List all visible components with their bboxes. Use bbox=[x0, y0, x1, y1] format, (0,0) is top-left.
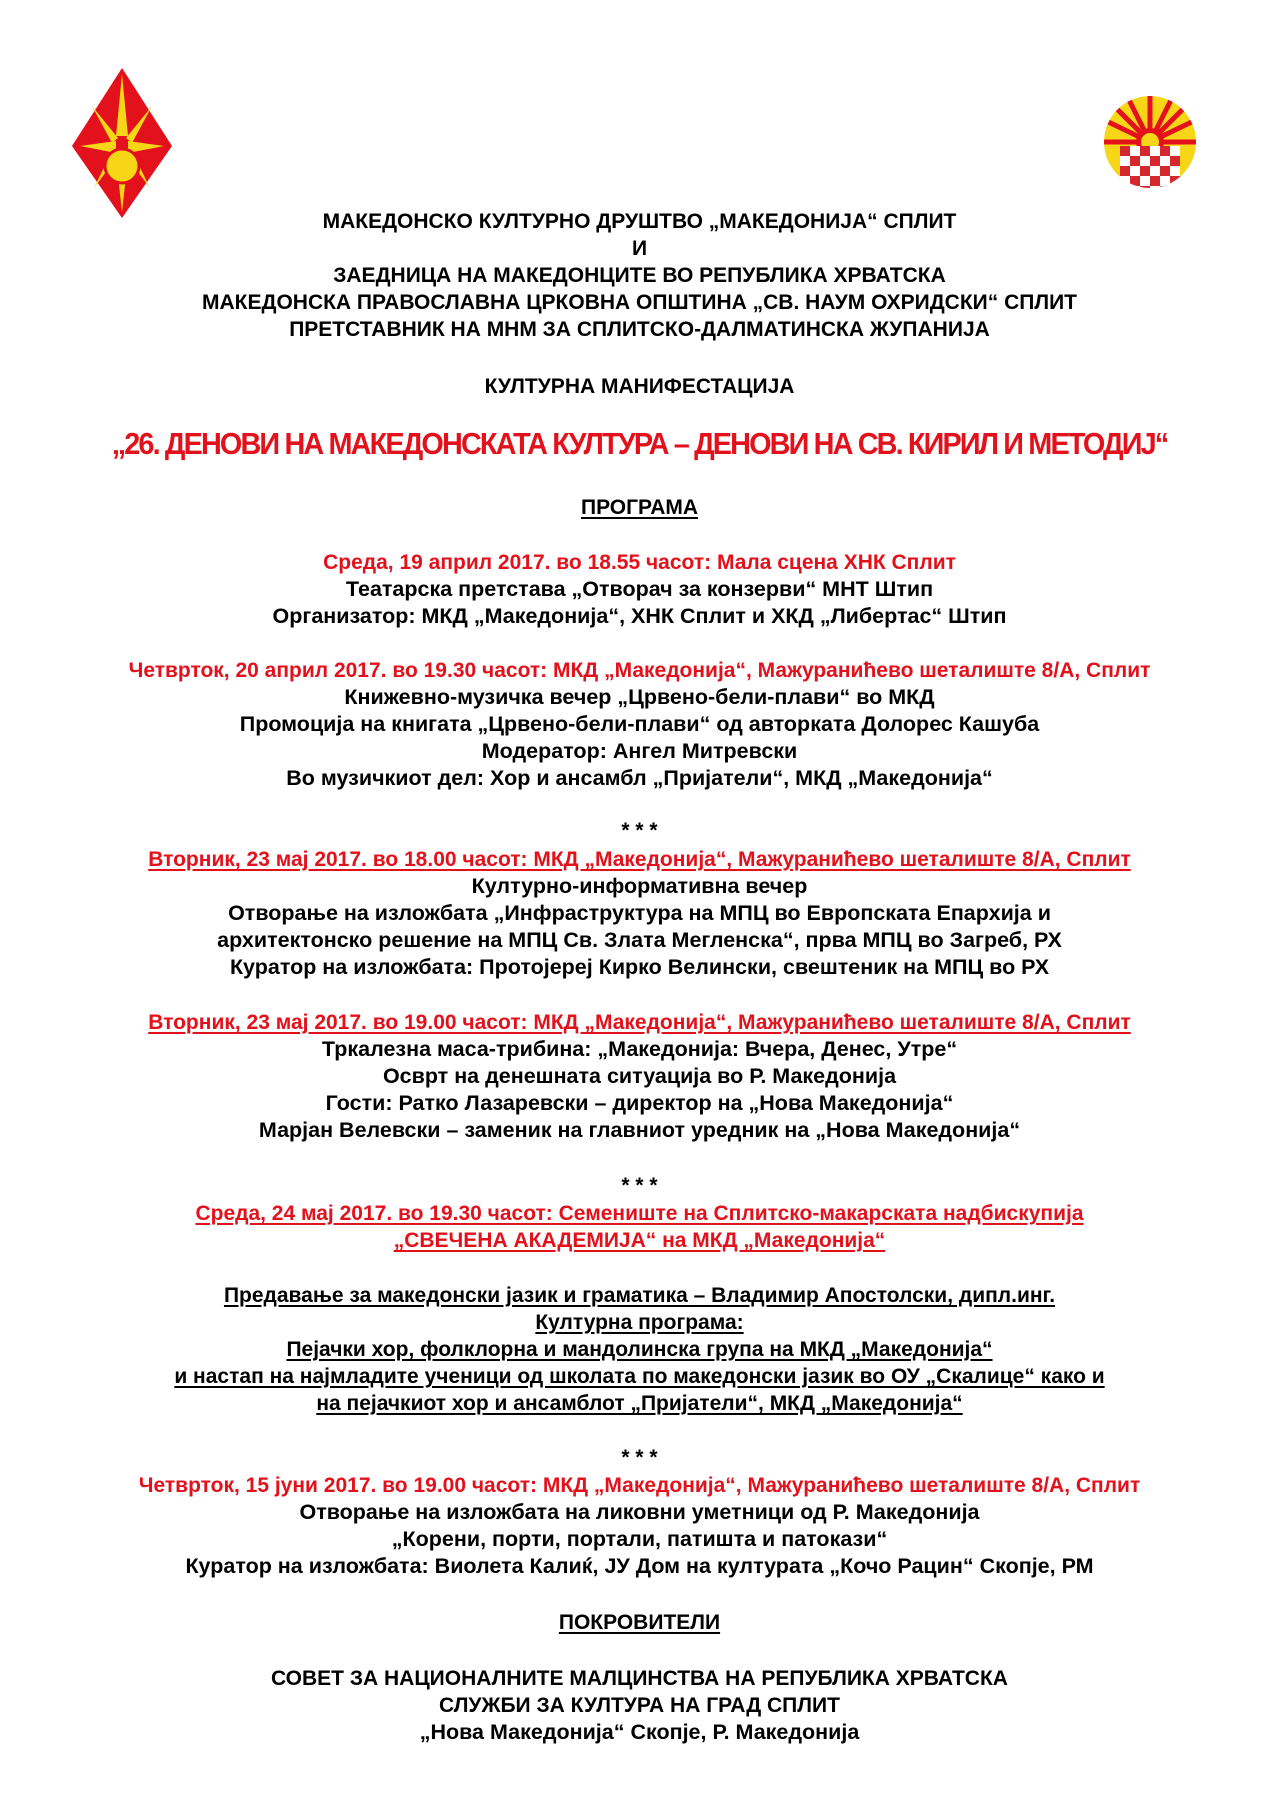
event-4-line-2: Осврт на денешната ситуација во Р. Македонија bbox=[382, 1064, 897, 1088]
event-5-line-3: Пејачки хор, фолклорна и мандолинска група на МКД „Македонија“ bbox=[286, 1338, 993, 1361]
separator-3: * * * bbox=[621, 1446, 658, 1469]
event-4-line-4: Марјан Велевски – заменик на главниот уредник на „Нова Македонија“ bbox=[258, 1118, 1021, 1142]
event-2-line-4: Во музичкиот дел: Хор и ансамбл „Пријатели“, МКД „Македонија“ bbox=[286, 766, 993, 790]
event-5-line-1: Предавање за македонски јазик и граматика – Владимир Апостолски, дипл.инг. bbox=[223, 1284, 1056, 1307]
sponsor-line-1: СОВЕТ ЗА НАЦИОНАЛНИТЕ МАЛЦИНСТВА НА РЕПУБЛИКА ХРВАТСКА bbox=[271, 1667, 1008, 1690]
separator-2: * * * bbox=[621, 1174, 658, 1197]
and-word: И bbox=[631, 237, 648, 260]
org-line-1: МАКЕДОНСКО КУЛТУРНО ДРУШТВО „МАКЕДОНИЈА“ СПЛИТ bbox=[322, 210, 957, 233]
program-heading: ПРОГРАМА bbox=[580, 496, 699, 519]
event-3-line-4: Куратор на изложбата: Протојереј Кирко Велински, свештеник на МПЦ во РХ bbox=[229, 955, 1050, 979]
event-5-line-2: Културна програма: bbox=[535, 1311, 744, 1334]
event-6-line-3: Куратор на изложбата: Виолета Калиќ, ЈУ Дом на културата „Кочо Рацин“ Скопје, РМ bbox=[185, 1554, 1094, 1578]
event-5-line-5: на пејачкиот хор и ансамблот „Пријатели“, МКД „Македонија“ bbox=[316, 1392, 963, 1415]
event-1-line-1: Театарска претстава „Отворач за конзерви“ МНТ Штип bbox=[345, 577, 934, 601]
event-3-line-1: Културно-информативна вечер bbox=[471, 874, 808, 898]
event-5-date: Среда, 24 мај 2017. во 19.30 часот: Семениште на Сплитско-макарската надбискупија bbox=[195, 1202, 1084, 1225]
event-6-line-1: Отворање на изложбата на ликовни уметници од Р. Македонија bbox=[299, 1500, 980, 1524]
event-4-line-1: Тркалезна маса-трибина: „Македонија: Вчера, Денес, Утре“ bbox=[321, 1037, 958, 1061]
org-line-3: МАКЕДОНСКА ПРАВОСЛАВНА ЦРКОВНА ОПШТИНА „СВ. НАУМ ОХРИДСКИ“ СПЛИТ bbox=[202, 291, 1077, 314]
event-1-line-2: Организатор: МКД „Македонија“, ХНК Сплит и ХКД „Либертас“ Штип bbox=[272, 604, 1007, 628]
sponsor-line-3: „Нова Македонија“ Скопје, Р. Македонија bbox=[419, 1720, 860, 1744]
event-2-line-2: Промоција на книгата „Црвено-бели-плави“ од авторката Долорес Кашуба bbox=[239, 712, 1040, 736]
org-line-4: ПРЕТСТАВНИК НА МНМ ЗА СПЛИТСКО-ДАЛМАТИНСКА ЖУПАНИЈА bbox=[289, 318, 990, 341]
mkd-makedonija-logo bbox=[70, 66, 174, 220]
sponsors-heading: ПОКРОВИТЕЛИ bbox=[558, 1611, 721, 1634]
org-line-2: ЗАЕДНИЦА НА МАКЕДОНЦИТЕ ВО РЕПУБЛИКА ХРВАТСКА bbox=[333, 264, 946, 287]
event-5-date-2: „СВЕЧЕНА АКАДЕМИЈА“ на МКД „Македонија“ bbox=[393, 1229, 886, 1252]
event-4-line-3: Гости: Ратко Лазаревски – директор на „Нова Македонија“ bbox=[325, 1091, 954, 1115]
event-6-date: Четврток, 15 јуни 2017. во 19.00 часот: МКД „Македонија“, Мажуранићево шеталиште 8/А, Сплит bbox=[138, 1474, 1141, 1497]
event-3-line-2: Отворање на изложбата „Инфраструктура на МПЦ во Европската Епархија и bbox=[228, 901, 1051, 925]
sponsor-line-2: СЛУЖБИ ЗА КУЛТУРА НА ГРАД СПЛИТ bbox=[439, 1694, 840, 1717]
event-1-date: Среда, 19 април 2017. во 18.55 часот: Мала сцена ХНК Сплит bbox=[323, 551, 956, 574]
zmrh-logo bbox=[1100, 86, 1200, 202]
event-5-line-4: и настап на најмладите ученици од школата по македонски јазик во ОУ „Скалице“ како и bbox=[174, 1365, 1105, 1388]
manifestation-label: КУЛТУРНА МАНИФЕСТАЦИЈА bbox=[484, 375, 795, 398]
event-6-line-2: „Корени, порти, портали, патишта и патокази“ bbox=[391, 1527, 888, 1551]
event-3-line-3: архитектонско решение на МПЦ Св. Злата Мегленска“, прва МПЦ во Загреб, РХ bbox=[217, 928, 1062, 952]
event-4-date: Вторник, 23 мај 2017. во 19.00 часот: МКД „Македонија“, Мажуранићево шеталиште 8/А, Сплит bbox=[148, 1011, 1131, 1034]
event-3-date: Вторник, 23 мај 2017. во 18.00 часот: МКД „Македонија“, Мажуранићево шеталиште 8/А, Сплит bbox=[148, 848, 1131, 871]
separator-1: * * * bbox=[621, 819, 658, 842]
event-title: „26. ДЕНОВИ НА МАКЕДОНСКАТА КУЛТУРА – ДЕНОВИ НА СВ. КИРИЛ И МЕТОДИЈ“ bbox=[111, 426, 1168, 461]
event-2-line-3: Модератор: Ангел Митревски bbox=[481, 739, 798, 763]
event-2-date: Четврток, 20 април 2017. во 19.30 часот: МКД „Македонија“, Мажуранићево шеталиште 8/А, Сплит bbox=[128, 659, 1151, 682]
event-2-line-1: Книжевно-музичка вечер „Црвено-бели-плави“ во МКД bbox=[344, 685, 935, 709]
